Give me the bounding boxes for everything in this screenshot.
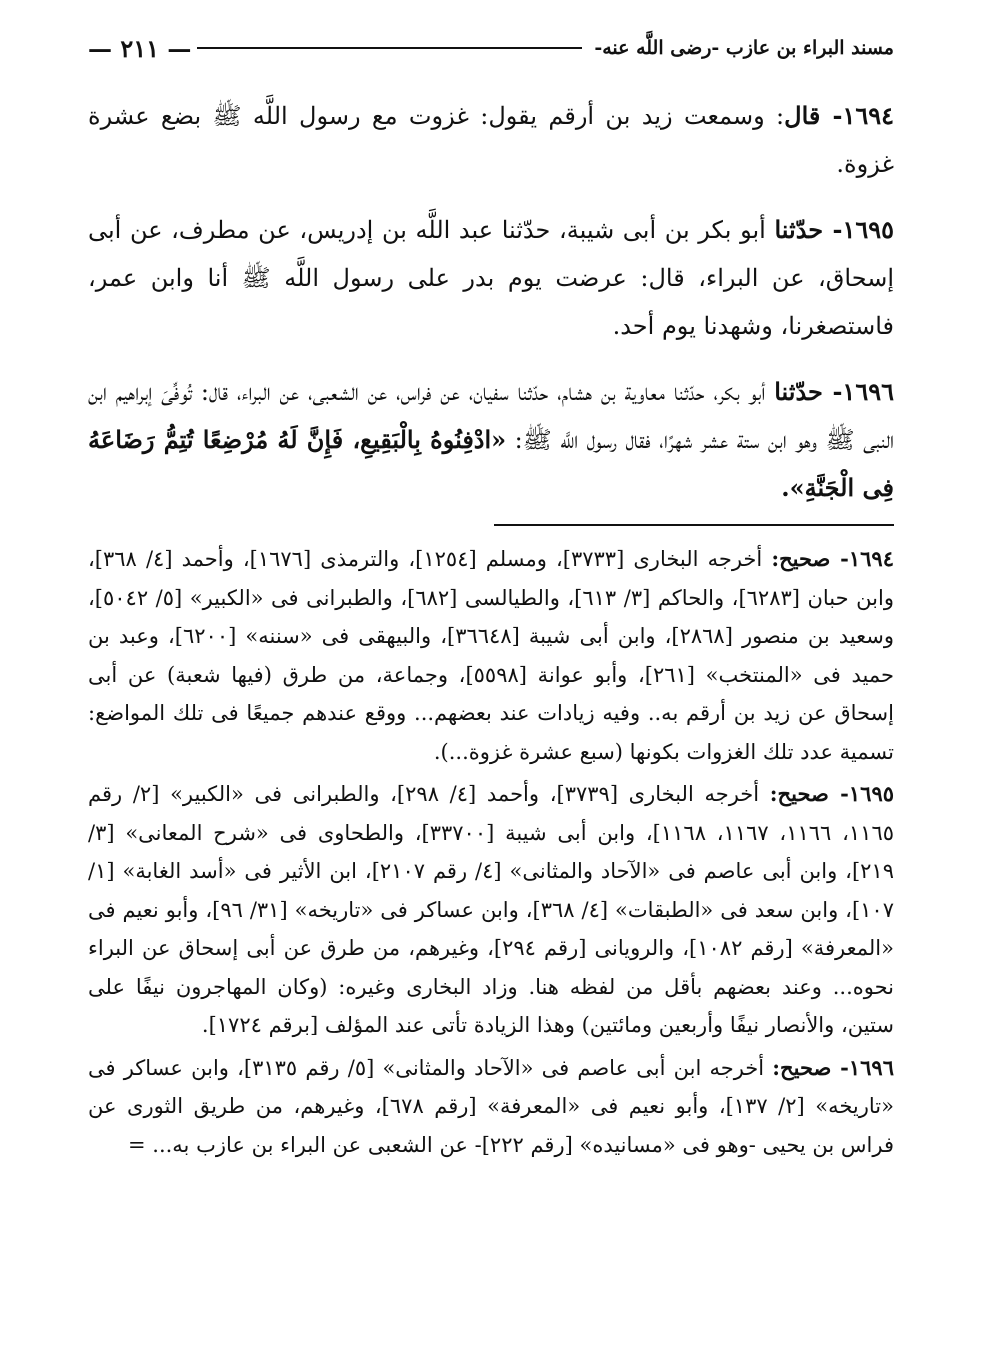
document-page bbox=[88, 28, 894, 1328]
hadith-body: : وسمعت زيد بن أرقم يقول: غزوت مع رسول اللَّه ﷺ بضع عشرة غزوة. bbox=[88, 102, 894, 178]
footnote-grade: صحيح: bbox=[771, 546, 831, 571]
footnote-1696 bbox=[88, 1049, 894, 1165]
hadith-number: ١٦٩٤- bbox=[820, 101, 894, 130]
footnote-body: أخرجه البخارى [٣٧٣٩]، وأحمد [٤/ ٢٩٨]، والطبرانى فى «الكبير» [٢/ رقم ١١٦٥، ١١٦٦، ١١٦٧، ١١٦٨]، وابن أبى شيبة [٣٣٧٠٠]، والطحاوى فى «شرح المعانى» [٣/ ٢١٩]، وابن أبى عاصم فى «الآحاد والمثانى» [٤/ رقم ٢١٠٧]، ابن الأثير فى «أسد الغابة» [١/ ١٠٧]، وابن سعد فى «الطبقات» [٤/ ٣٦٨]، وابن عساكر فى «تاريخه» [٣١/ ٩٦]، وأبو نعيم فى «المعرفة» [رقم ١٠٨٢]، والرويانى [رقم ٢٩٤]، وغيرهم، من طرق عن أبى إسحاق عن البراء نحوه... وعند بعضهم بأقل من لفظه هنا. وزاد البخارى وغيره: (وكان المهاجرون نيفًا على ستين، والأنصار نيفًا وأربعين ومائتين) وهذا الزيادة تأتى عند المؤلف [برقم ١٧٢٤]. bbox=[88, 782, 895, 1037]
page-number: — ٢١١ — bbox=[88, 33, 192, 63]
hadith-lead: حدّثنا bbox=[774, 215, 824, 244]
hadith-number: ١٦٩٦- bbox=[822, 377, 894, 406]
hadith-1694 bbox=[88, 92, 894, 188]
hadith-body: أبو بكر، حدّثنا معاوية بن هشام، حدّثنا سفيان، عن فراس، عن الشعبى، عن البراء، قال: تُوفِّىَ إبراهيم ابن النبى ﷺ وهو ابن ستة عشر شهرًا، فقال رسول اللَّه ﷺ: bbox=[88, 378, 895, 454]
footnote-1695 bbox=[88, 775, 894, 1045]
page-header bbox=[88, 28, 894, 68]
footnote-body: أخرجه ابن أبى عاصم فى «الآحاد والمثانى» [٥/ رقم ٣١٣٥]، وابن عساكر فى «تاريخه» [٢/ ١٣٧]، وأبو نعيم فى «المعرفة» [رقم ٦٧٨]، وغيرهم، من طريق الثورى عن فراس بن يحيى -وهو فى «مسانيده» [رقم ٢٢٢]- عن الشعبى عن البراء بن عازب به... = bbox=[88, 1055, 894, 1157]
footnotes bbox=[88, 540, 894, 1168]
hadith-body: أبو بكر بن أبى شيبة، حدّثنا عبد اللَّه بن إدريس، عن مطرف، عن أبى إسحاق، عن البراء، قال: عرضت يوم بدر على رسول اللَّه ﷺ أنا وابن عمر، فاستصغرنا، وشهدنا يوم أحد. bbox=[88, 216, 894, 340]
footnote-body: أخرجه البخارى [٣٧٣٣]، ومسلم [١٢٥٤]، والترمذى [١٦٧٦]، وأحمد [٤/ ٣٦٨]، وابن حبان [٦٢٨٣]، والحاكم [٣/ ٦١٣]، والطيالسى [٦٨٢]، والطبرانى فى «الكبير» [٥/ ٥٠٤٢]، وسعيد بن منصور [٢٨٦٨]، وابن أبى شيبة [٣٦٦٤٨]، والبيهقى فى «سننه» [٦٢٠٠]، وعبد بن حميد فى «المنتخب» [٢٦١]، وأبو عوانة [٥٥٩٨]، وجماعة، من طرق (فيها شعبة) عن أبى إسحاق عن زيد بن أرقم به.. وفيه زيادات عند بعضهم... ووقع عندهم جميعًا فى تلك المواضع: تسمية عدد تلك الغزوات بكونها (سبع عشرة غزوة...). bbox=[88, 547, 894, 764]
running-title: مسند البراء بن عازب -رضى اللَّه عنه- bbox=[594, 37, 894, 59]
hadith-lead: حدّثنا bbox=[774, 377, 823, 406]
hadith-1695 bbox=[88, 206, 894, 350]
footnote-number: ١٦٩٤- bbox=[830, 546, 894, 571]
hadith-lead: قال bbox=[784, 101, 821, 130]
hadith-number: ١٦٩٥- bbox=[823, 215, 894, 244]
footnote-grade: صحيح: bbox=[772, 1054, 832, 1080]
footnote-separator bbox=[494, 524, 894, 526]
hadith-text bbox=[88, 92, 894, 530]
footnote-grade: صحيح: bbox=[769, 781, 829, 806]
footnote-number: ١٦٩٥- bbox=[828, 781, 895, 806]
footnote-1694 bbox=[88, 540, 894, 771]
hadith-1696 bbox=[88, 368, 894, 512]
prophetic-quote: «ادْفِنُوهُ بِالْبَقِيعِ، فَإِنَّ لَهُ مُرْضِعًا تُتِمُّ رَضَاعَهُ فِى الْجَنَّةِ». bbox=[88, 425, 894, 502]
footnote-number: ١٦٩٦- bbox=[831, 1054, 894, 1080]
header-rule bbox=[197, 47, 582, 49]
